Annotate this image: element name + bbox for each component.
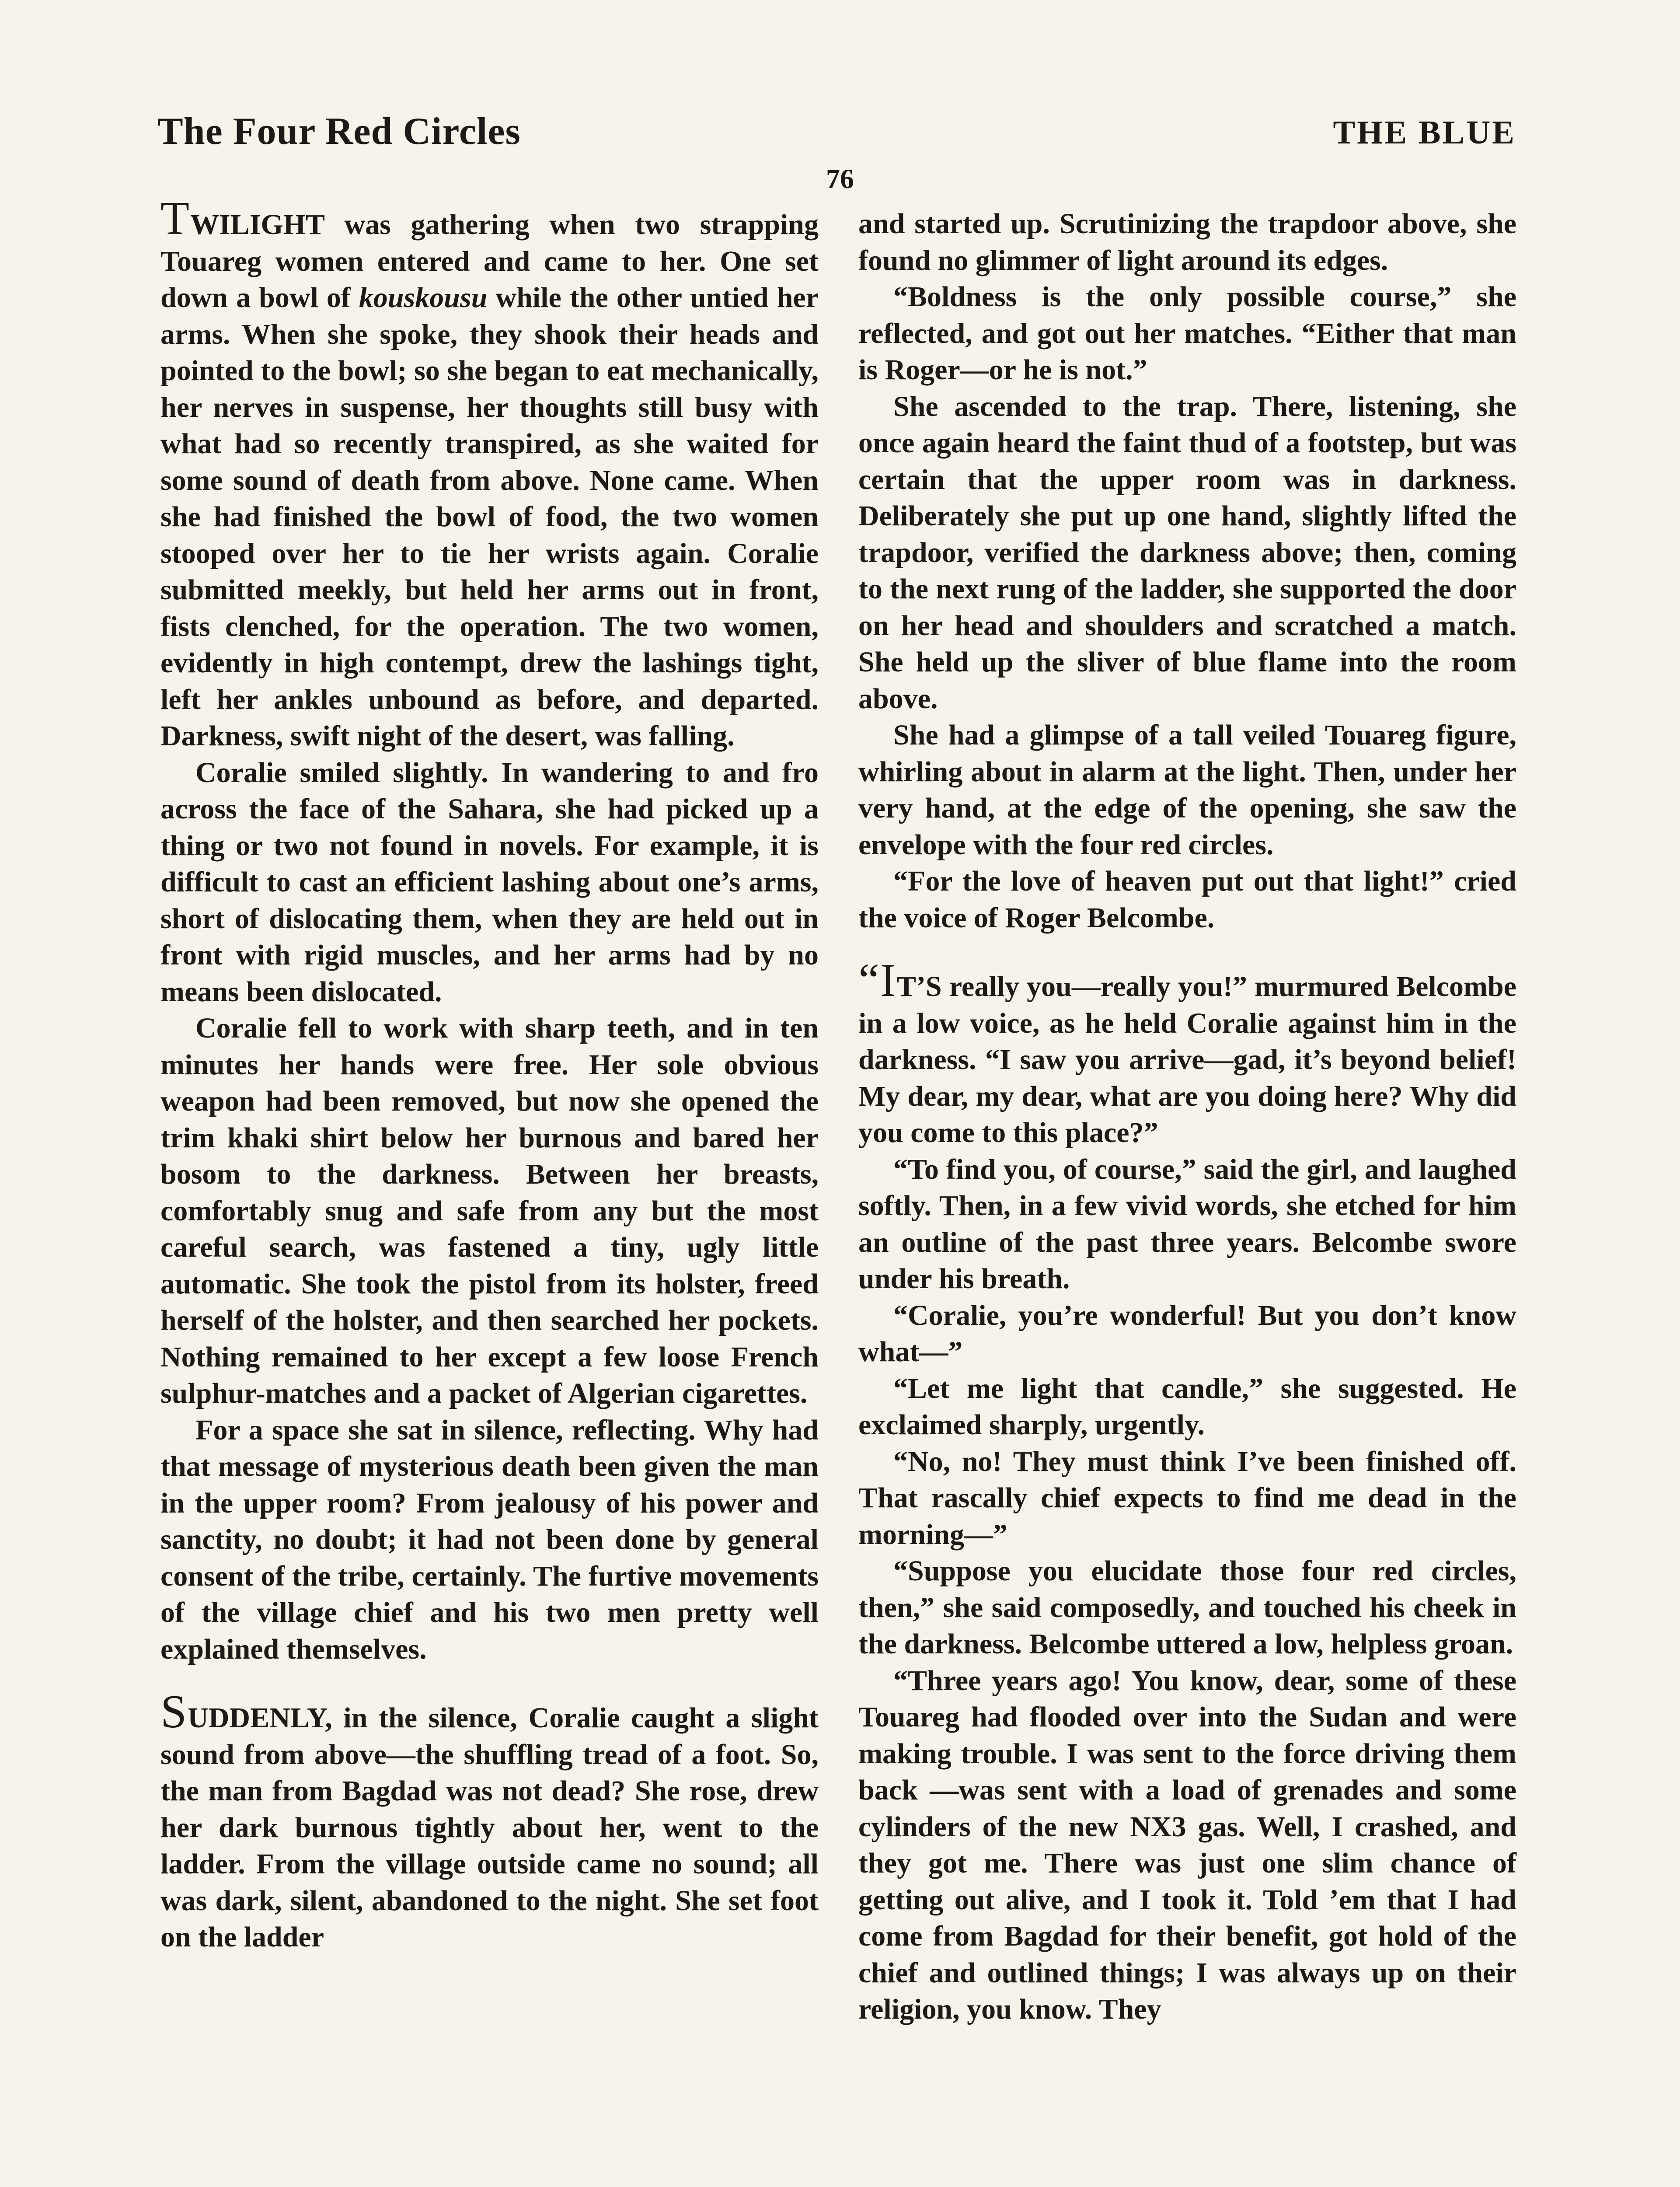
drop-cap: “I <box>858 954 897 1006</box>
story-title: The Four Red Circles <box>157 110 521 153</box>
left-column <box>160 192 819 1956</box>
paragraph: “Boldness is the only possible course,” she reflected, and got out her matches. “Either that man is Roger—or he is not.” <box>858 281 1516 386</box>
page-number: 76 <box>826 163 854 194</box>
paragraph: Coralie fell to work with sharp teeth, and in ten minutes her hands were free. Her sole obvious weapon had been removed, but now she opened the trim khaki shirt below her burnous and bared her bosom to the darkness. Between her breasts, comfortably snug and safe from any but the most careful search, was fastened a tiny, ugly little automatic. She took the pistol from its holster, freed herself of the holster, and then searched her pockets. Nothing remained to her except a few loose French sulphur-matches and a packet of Algerian cigarettes. <box>160 1012 819 1409</box>
paragraph: “Coralie, you’re wonderful! But you don’t know what—” <box>858 1299 1516 1368</box>
paragraph: She ascended to the trap. There, listening, she once again heard the faint thud of a footstep, but was certain that the upper room was in darkness. Deliberately she put up one hand, slightly lifted the trapdoor, verified the darkness above; then, coming to the next rung of the ladder, she supported the door on her head and shoulders and scratched a match. She held up the sliver of blue flame into the room above. <box>858 390 1516 715</box>
paragraph: “To find you, of course,” said the girl, and laughed softly. Then, in a few vivid words, she etched for him an outline of the past three years. Belcombe swore under his breath. <box>858 1153 1516 1295</box>
paragraph: and started up. Scrutinizing the trapdoor above, she found no glimmer of light around its edges. <box>858 208 1516 276</box>
right-column <box>858 206 1516 2028</box>
paragraph: “For the love of heaven put out that light!” cried the voice of Roger Belcombe. <box>858 865 1516 934</box>
drop-cap: S <box>160 1686 188 1738</box>
magazine-name: THE BLUE <box>1333 114 1516 151</box>
paragraph: Coralie smiled slightly. In wandering to and fro across the face of the Sahara, she had picked up a thing or two not found in novels. For example, it is difficult to cast an efficient lashing about one’s arms, short of dislocating them, when they are held out in front with rigid muscles, and her arms had by no means been dislocated. <box>160 756 819 1008</box>
paragraph: “No, no! They must think I’ve been finished off. That rascally chief expects to find me dead in the morning—” <box>858 1445 1516 1551</box>
paragraph: “Three years ago! You know, dear, some of these Touareg had flooded over into the Sudan and were making trouble. I was sent to the force driving them back —was sent with a load of grenades and some cylinders of the new NX3 gas. Well, I crashed, and they got me. There was just one slim chance of getting out alive, and I took it. Told ’em that I had come from Bagdad for their benefit, got hold of the chief and outlined things; I was always up on their religion, you know. They <box>858 1664 1516 2025</box>
drop-cap: T <box>160 192 190 245</box>
paragraph: TWILIGHT was gathering when two strapping Touareg women entered and came to her. One set down a bowl of kouskousu while the other untied her arms. When she spoke, they shook their heads and pointed to the bowl; so she began to eat mechanically, her nerves in suspense, her thoughts still busy with what had so recently transpired, as she waited for some sound of death from above. None came. When she had finished the bowl of food, the two women stooped over her to tie her wrists again. Coralie submitted meekly, but held her arms out in front, fists clenched, for the operation. The two women, evidently in high contempt, drew the lashings tight, left her ankles unbound as before, and departed. Darkness, swift night of the desert, was falling. <box>160 192 819 752</box>
paragraph: SUDDENLY, in the silence, Coralie caught a slight sound from above—the shuffling tread of a foot. So, the man from Bagdad was not dead? She rose, drew her dark burnous tightly about her, went to the ladder. From the village outside came no sound; all was dark, silent, abandoned to the night. She set foot on the ladder <box>160 1686 819 1953</box>
paragraph: “IT’S really you—really you!” murmured Belcombe in a low voice, as he held Coralie against him in the darkness. “I saw you arrive—gad, it’s beyond belief! My dear, my dear, what are you doing here? Why did you come to this place?” <box>858 954 1516 1149</box>
paragraph: “Suppose you elucidate those four red circles, then,” she said composedly, and touched his cheek in the darkness. Belcombe uttered a low, helpless groan. <box>858 1555 1516 1660</box>
paragraph: She had a glimpse of a tall veiled Touareg figure, whirling about in alarm at the light. Then, under her very hand, at the edge of the opening, she saw the envelope with the four red circles. <box>858 719 1516 861</box>
paragraph: “Let me light that candle,” she suggested. He exclaimed sharply, urgently. <box>858 1372 1516 1441</box>
paragraph: For a space she sat in silence, reflecting. Why had that message of mysterious death been given the man in the upper room? From jealousy of his power and sanctity, no doubt; it had not been done by general consent of the tribe, certainly. The furtive movements of the village chief and his two men pretty well explained themselves. <box>160 1414 819 1665</box>
